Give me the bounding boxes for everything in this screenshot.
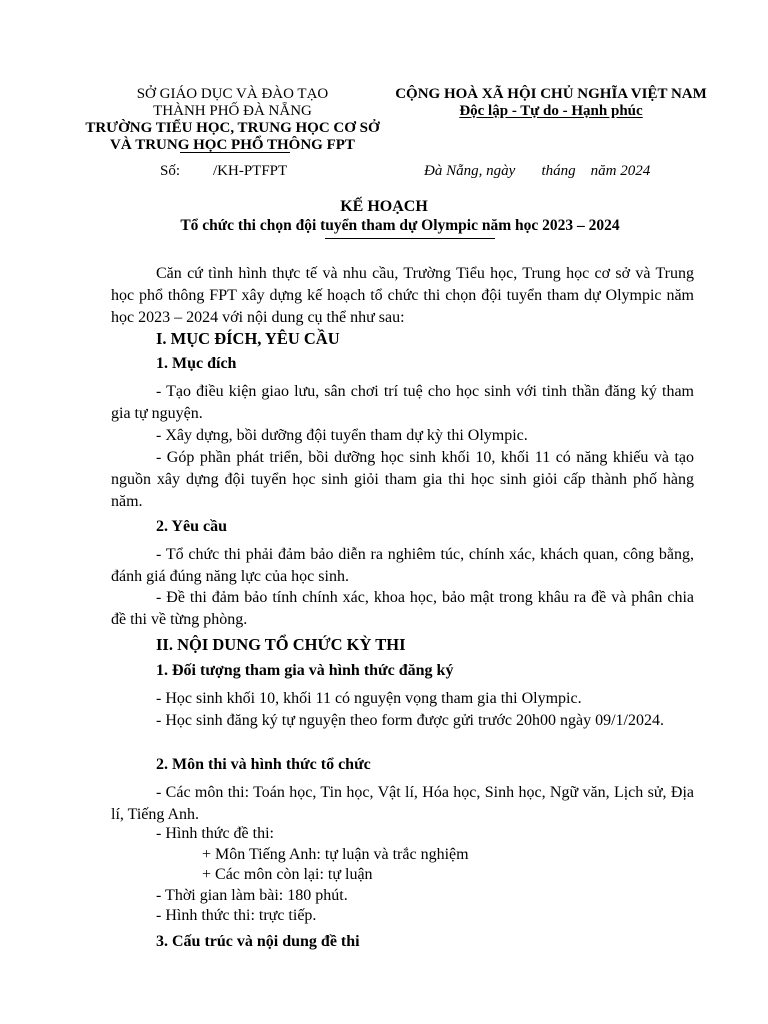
requirement-item: - Tổ chức thi phải đảm bảo diễn ra nghiêm túc, chính xác, khách quan, công bằng, đánh giá đúng năng lực của học sinh.	[111, 546, 694, 585]
issuer-city: THÀNH PHỐ ĐÀ NẴNG	[153, 103, 312, 119]
format-label: - Hình thức đề thi:	[156, 825, 274, 842]
participant-item: - Học sinh khối 10, khối 11 có nguyện vọng tham gia thi Olympic.	[156, 690, 582, 707]
purpose-item: - Xây dựng, bồi dưỡng đội tuyển tham dự kỳ thi Olympic.	[156, 427, 528, 444]
format-others: + Các môn còn lại: tự luận	[202, 866, 373, 883]
motto-text: Độc lập - Tự do - Hạnh phúc	[459, 103, 643, 119]
format-english: + Môn Tiếng Anh: tự luận và trắc nghiệm	[202, 846, 469, 863]
issuer-underline	[180, 152, 290, 153]
motto	[392, 103, 710, 120]
document-subtitle: Tổ chức thi chọn đội tuyển tham dự Olympic năm học 2023 – 2024	[180, 217, 620, 234]
subjects-list: - Các môn thi: Toán học, Tin học, Vật lí, Hóa học, Sinh học, Ngữ văn, Lịch sử, Địa lí, Tiếng Anh.	[111, 784, 694, 823]
document-number-code: /KH-PTFPT	[213, 163, 288, 179]
issuer-department: SỞ GIÁO DỤC VÀ ĐÀO TẠO	[136, 86, 329, 102]
requirements-heading: 2. Yêu cầu	[156, 518, 227, 535]
section-1-heading: I. MỤC ĐÍCH, YÊU CẦU	[156, 329, 340, 348]
participants-heading: 1. Đối tượng tham gia và hình thức đăng ký	[156, 662, 454, 679]
document-number-label: Số:	[160, 163, 181, 179]
issuer-school-line2-text: VÀ TRUNG HỌC PHỔ THÔNG FPT	[110, 137, 355, 153]
participant-item: - Học sinh đăng ký tự nguyện theo form được gửi trước 20h00 ngày 09/1/2024.	[156, 712, 664, 729]
structure-heading: 3. Cấu trúc và nội dung đề thi	[156, 933, 360, 950]
document-title: KẾ HOẠCH	[340, 198, 428, 215]
place-date: Đà Nẵng, ngày tháng năm 2024	[424, 163, 651, 179]
section-2-heading: II. NỘI DUNG TỔ CHỨC KỲ THI	[156, 635, 406, 654]
requirement-item: - Đề thi đảm bảo tính chính xác, khoa học, bảo mật trong khâu ra đề và phân chia đề thi về từng phòng.	[111, 589, 694, 628]
purpose-item: - Tạo điều kiện giao lưu, sân chơi trí tuệ cho học sinh với tinh thần đăng ký tham gia tự nguyện.	[111, 383, 694, 422]
title-underline	[325, 238, 495, 239]
national-motto-block	[392, 86, 710, 120]
exam-duration: - Thời gian làm bài: 180 phút.	[156, 887, 348, 904]
subjects-heading: 2. Môn thi và hình thức tổ chức	[156, 756, 371, 773]
exam-mode: - Hình thức thi: trực tiếp.	[156, 907, 317, 924]
issuer-block	[60, 86, 405, 154]
purpose-item: - Góp phần phát triển, bồi dưỡng học sinh khối 10, khối 11 có năng khiếu và tạo nguồn xây dựng đội tuyển học sinh giỏi tham gia thi học sinh giỏi cấp thành phố hàng năm.	[111, 449, 694, 510]
purpose-heading: 1. Mục đích	[156, 355, 237, 372]
intro-paragraph: Căn cứ tình hình thực tế và nhu cầu, Trường Tiểu học, Trung học cơ sở và Trung học phổ thông FPT xây dựng kế hoạch tổ chức thi chọn đội tuyển tham dự Olympic năm học 2023 – 2024 với nội dung cụ thể như sau:	[111, 265, 694, 326]
issuer-school-line1: TRƯỜNG TIỂU HỌC, TRUNG HỌC CƠ SỞ	[85, 120, 380, 136]
country-name: CỘNG HOÀ XÃ HỘI CHỦ NGHĨA VIỆT NAM	[395, 86, 707, 102]
